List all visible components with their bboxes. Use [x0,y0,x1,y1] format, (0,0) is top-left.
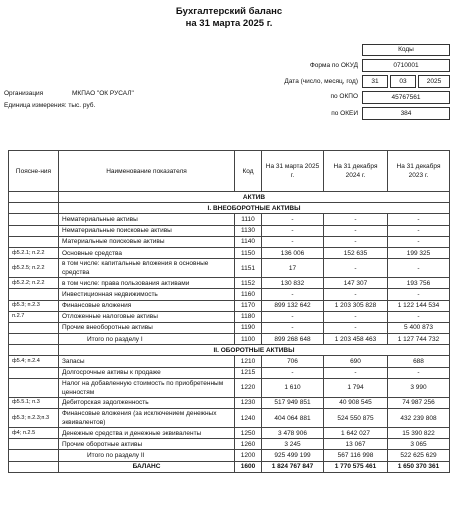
name-cell: Отложенные налоговые активы [59,311,235,322]
note-cell [9,334,59,345]
table-row [9,214,450,225]
note-cell [9,322,59,333]
code-cell: 1160 [235,289,262,300]
value-dec2024: - [324,322,388,333]
org-label: Организация [4,90,44,97]
value-dec2024: 1 770 575 461 [324,461,388,472]
value-dec2024: - [324,236,388,247]
code-cell: 1190 [235,322,262,333]
section-row [9,345,450,356]
table-row [9,409,450,428]
name-cell: Денежные средства и денежные эквиваленты [59,428,235,439]
value-mar2025: 899 132 642 [262,300,324,311]
okpo-code: 45767561 [362,91,450,104]
value-dec2023: 5 400 873 [388,322,450,333]
col-mar2025-header: На 31 марта 2025 г. [262,151,324,192]
note-cell [9,461,59,472]
note-cell [9,450,59,461]
code-cell: 1170 [235,300,262,311]
value-dec2023: 688 [388,356,450,367]
name-cell: в том числе: капитальные вложения в основные средства [59,259,235,278]
value-dec2024: 690 [324,356,388,367]
name-cell: Инвестиционная недвижимость [59,289,235,300]
note-cell: ф5.4; п.2.4 [9,356,59,367]
value-dec2024: 1 203 305 828 [324,300,388,311]
note-cell [9,214,59,225]
table-row [9,289,450,300]
value-dec2023: 522 625 629 [388,450,450,461]
name-cell: БАЛАНС [59,461,235,472]
note-cell [9,378,59,397]
note-cell: ф5.3; п.2.3 [9,300,59,311]
table-header-row [9,151,450,192]
value-dec2023: - [388,214,450,225]
code-cell: 1130 [235,225,262,236]
value-mar2025: 3 478 906 [262,428,324,439]
value-dec2023: 15 390 822 [388,428,450,439]
name-cell: Итого по разделу II [59,450,235,461]
col-name-header: Наименование показателя [59,151,235,192]
section-row [9,192,450,203]
value-dec2023: 199 325 [388,247,450,258]
org-name: МКПАО "ОК РУСАЛ" [72,90,134,97]
okud-code: 0710001 [362,59,450,72]
unit-label: Единица измерения: тыс. руб. [4,102,96,109]
value-dec2024: - [324,259,388,278]
code-cell: 1250 [235,428,262,439]
code-cell: 1260 [235,439,262,450]
report-title: Бухгалтерский баланс [175,6,283,17]
code-cell: 1600 [235,461,262,472]
code-cell: 1220 [235,378,262,397]
value-dec2024: 147 307 [324,278,388,289]
table-row [9,236,450,247]
code-cell: 1151 [235,259,262,278]
code-cell: 1200 [235,450,262,461]
table-row [9,439,450,450]
table-row [9,311,450,322]
section-row [9,203,450,214]
name-cell: Нематериальные активы [59,214,235,225]
note-cell: ф4; п.2.5 [9,428,59,439]
value-dec2023: - [388,236,450,247]
col-note-header: Поясне-ния [9,151,59,192]
value-dec2024: - [324,367,388,378]
value-mar2025: 706 [262,356,324,367]
value-dec2023: 3 065 [388,439,450,450]
code-cell: 1152 [235,278,262,289]
value-mar2025: 17 [262,259,324,278]
value-mar2025: - [262,311,324,322]
table-row [9,367,450,378]
note-cell: п.2.7 [9,311,59,322]
value-dec2024: 567 116 998 [324,450,388,461]
value-mar2025: 517 949 851 [262,397,324,408]
code-cell: 1140 [235,236,262,247]
okei-label: по ОКЕИ [331,110,358,117]
name-cell: Основные средства [59,247,235,258]
note-cell [9,192,59,203]
table-row [9,461,450,472]
note-cell: ф5.2.2; п.2.2 [9,278,59,289]
value-dec2023: 193 756 [388,278,450,289]
value-dec2024: 1 203 458 463 [324,334,388,345]
date-year: 2025 [418,75,450,88]
name-cell: Финансовые вложения (за исключением денежных эквивалентов) [59,409,235,428]
value-dec2024: 13 067 [324,439,388,450]
note-cell: ф5.5.1; п.3 [9,397,59,408]
value-mar2025: - [262,322,324,333]
note-cell [9,367,59,378]
value-dec2024: 1 642 027 [324,428,388,439]
date-month: 03 [390,75,416,88]
value-dec2024: - [324,289,388,300]
table-row [9,225,450,236]
note-cell [9,225,59,236]
value-dec2023: 1 650 370 361 [388,461,450,472]
code-cell: 1110 [235,214,262,225]
note-cell: ф5.2.5; п.2.2 [9,259,59,278]
table-row [9,356,450,367]
value-dec2024: - [324,225,388,236]
name-cell: Финансовые вложения [59,300,235,311]
name-cell: Запасы [59,356,235,367]
value-dec2024: 524 550 875 [324,409,388,428]
okpo-label: по ОКПО [330,93,358,100]
note-cell [9,289,59,300]
name-cell: Нематериальные поисковые активы [59,225,235,236]
name-cell: в том числе: права пользования активами [59,278,235,289]
value-mar2025: 925 499 199 [262,450,324,461]
value-mar2025: 3 245 [262,439,324,450]
value-mar2025: - [262,367,324,378]
name-cell: Итого по разделу I [59,334,235,345]
table-row [9,322,450,333]
section-title: II. ОБОРОТНЫЕ АКТИВЫ [59,345,450,356]
code-cell: 1180 [235,311,262,322]
value-dec2023: - [388,367,450,378]
table-row [9,428,450,439]
balance-table [8,150,450,473]
date-label: Дата (число, месяц, год) [284,78,358,85]
code-cell: 1100 [235,334,262,345]
name-cell: Долгосрочные активы к продаже [59,367,235,378]
okud-label: Форма по ОКУД [309,62,358,69]
value-dec2024: 1 794 [324,378,388,397]
code-cell: 1215 [235,367,262,378]
table-row [9,259,450,278]
name-cell: Налог на добавленную стоимость по приобретенным ценностям [59,378,235,397]
note-cell: ф5.2.1; п.2.2 [9,247,59,258]
table-row [9,300,450,311]
table-row [9,247,450,258]
value-dec2023: 74 987 256 [388,397,450,408]
value-mar2025: 404 064 881 [262,409,324,428]
value-mar2025: 136 006 [262,247,324,258]
value-dec2024: 40 908 545 [324,397,388,408]
code-cell: 1230 [235,397,262,408]
note-cell [9,439,59,450]
note-cell: ф5.3; п.2.3;п.3 [9,409,59,428]
value-mar2025: - [262,225,324,236]
value-dec2023: - [388,259,450,278]
code-cell: 1240 [235,409,262,428]
note-cell [9,345,59,356]
value-dec2023: - [388,289,450,300]
table-row [9,278,450,289]
col-code-header: Код [235,151,262,192]
table-row [9,397,450,408]
report-date: на 31 марта 2025 г. [185,18,273,29]
code-cell: 1210 [235,356,262,367]
name-cell: Прочие внеоборотные активы [59,322,235,333]
value-mar2025: 899 268 648 [262,334,324,345]
section-title: АКТИВ [59,192,450,203]
value-dec2023: 1 122 144 534 [388,300,450,311]
section-title: I. ВНЕОБОРОТНЫЕ АКТИВЫ [59,203,450,214]
note-cell [9,236,59,247]
code-cell: 1150 [235,247,262,258]
value-mar2025: 130 832 [262,278,324,289]
value-dec2024: - [324,214,388,225]
name-cell: Материальные поисковые активы [59,236,235,247]
value-mar2025: - [262,236,324,247]
name-cell: Прочие оборотные активы [59,439,235,450]
note-cell [9,203,59,214]
table-row [9,334,450,345]
col-dec2023-header: На 31 декабря 2023 г. [388,151,450,192]
value-dec2023: - [388,225,450,236]
codes-header: Коды [362,44,450,56]
value-dec2023: 1 127 744 732 [388,334,450,345]
value-dec2024: - [324,311,388,322]
table-row [9,378,450,397]
value-mar2025: - [262,289,324,300]
okei-code: 384 [362,107,450,120]
value-dec2024: 152 635 [324,247,388,258]
table-row [9,450,450,461]
col-dec2024-header: На 31 декабря 2024 г. [324,151,388,192]
value-dec2023: 432 239 808 [388,409,450,428]
name-cell: Дебиторская задолженность [59,397,235,408]
value-dec2023: - [388,311,450,322]
value-mar2025: - [262,214,324,225]
value-dec2023: 3 990 [388,378,450,397]
value-mar2025: 1 824 767 847 [262,461,324,472]
date-day: 31 [362,75,388,88]
value-mar2025: 1 610 [262,378,324,397]
